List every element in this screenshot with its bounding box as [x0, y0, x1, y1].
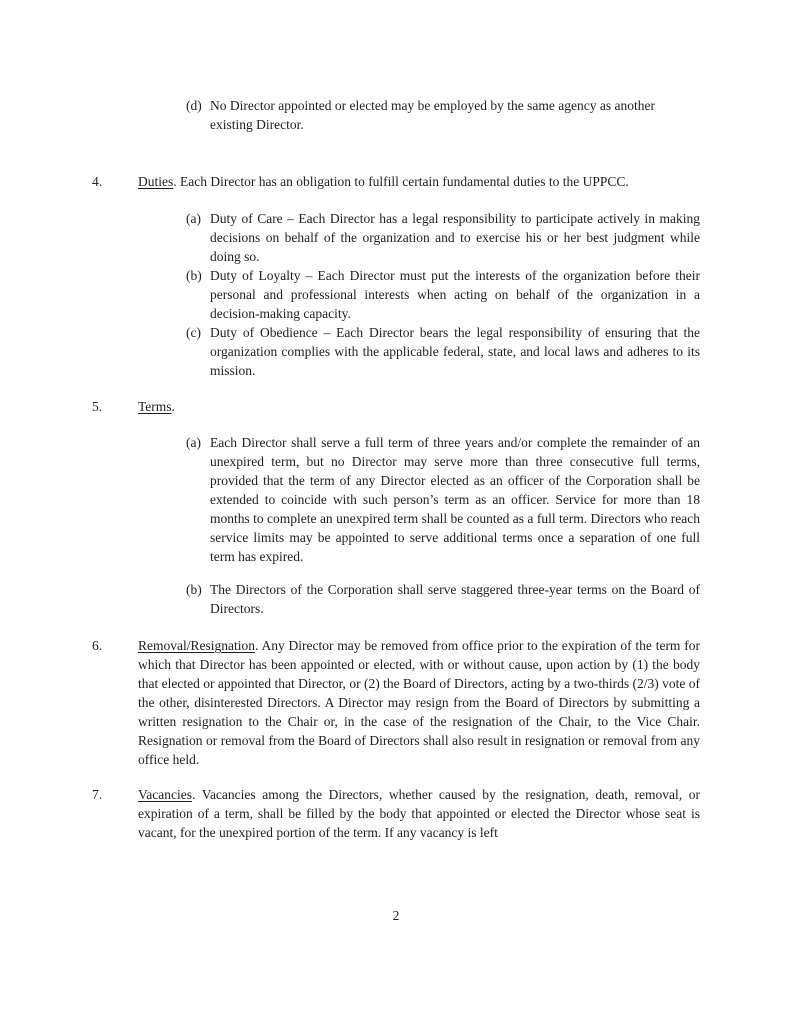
section-paragraph: [138, 636, 700, 769]
sub-item-marker: (d): [186, 98, 202, 113]
section-heading: Removal/Resignation: [138, 638, 255, 653]
sub-item-b: [186, 266, 700, 323]
sub-item-a: [186, 209, 700, 266]
section-number: 5.: [92, 399, 103, 414]
section-body-text: . Any Director may be removed from office prior to the expiration of the term for which that Director has been appointed or elected, with or without cause, upon action by (1) the body that elected or appointed that Director, or (2) the Board of Directors, acting by a two-thirds (2/3) vote of the other, disinterested Directors. A Director may resign from the Board of Directors by submitting a written resignation to the Chair or, in the case of the resignation of the Chair, to the Vice Chair. Resignation or removal from the Board of Directors shall also result in resignation or removal from any office held.: [138, 638, 700, 767]
section-7-vacancies: [92, 785, 700, 842]
section-content: [138, 785, 700, 842]
section-body-text: . Vacancies among the Directors, whether caused by the resignation, death, removal, or expiration of a term, shall be filled by the body that appointed or elected the Director whose seat is vacant, for the unexpired portion of the term. If any vacancy is left: [138, 787, 700, 840]
sub-item-c: [186, 323, 700, 380]
page-number: 2: [392, 908, 400, 923]
sub-item-list: [186, 433, 700, 618]
section-6-removal-resignation: [92, 636, 700, 769]
section-5-terms: [92, 397, 700, 618]
section-paragraph: [138, 785, 700, 842]
section-body-text: .: [171, 399, 175, 414]
sub-item-marker: (a): [186, 211, 201, 226]
sub-item-marker: (a): [186, 435, 201, 450]
sub-item-marker: (b): [186, 582, 202, 597]
section-content: [138, 636, 700, 769]
section-content: [138, 397, 700, 618]
section-number: 7.: [92, 787, 103, 802]
sub-item-marker: (c): [186, 325, 201, 340]
section-paragraph: [138, 172, 700, 191]
section-paragraph: [138, 397, 700, 416]
section-heading: Vacancies: [138, 787, 192, 802]
section-heading: Duties: [138, 174, 174, 189]
section-content: [138, 172, 700, 380]
section-body-text: . Each Director has an obligation to fulfill certain fundamental duties to the UPPCC.: [173, 174, 629, 189]
continuation-sub-item-d: [186, 96, 700, 134]
sub-item-text: The Directors of the Corporation shall serve staggered three-year terms on the Board of Directors.: [210, 582, 700, 616]
sub-item-b: [186, 580, 700, 618]
sub-item-a: [186, 433, 700, 566]
sub-item-list: [186, 209, 700, 380]
section-heading: Terms: [138, 399, 172, 414]
sub-item-text: Each Director shall serve a full term of three years and/or complete the remainder of an unexpired term, but no Director may serve more than three consecutive full terms, provided that the term of any Director elected as an officer of the Corporation shall be extended to coincide with such person’s term as an officer. Service for more than 18 months to complete an unexpired term shall be counted as a full term. Directors who reach service limits may be appointed to serve additional terms once a separation of one full term has expired.: [210, 435, 700, 564]
section-number: 6.: [92, 638, 103, 653]
sub-item-text: Duty of Care – Each Director has a legal responsibility to participate actively in making decisions on behalf of the organization and to exercise his or her best judgment while doing so.: [210, 211, 700, 264]
sub-item-text: No Director appointed or elected may be employed by the same agency as another existing Director.: [210, 98, 655, 132]
sub-item-text: Duty of Obedience – Each Director bears the legal responsibility of ensuring that the organization complies with the applicable federal, state, and local laws and adheres to its mission.: [210, 325, 700, 378]
sub-item-text: Duty of Loyalty – Each Director must put the interests of the organization before their personal and professional interests when acting on behalf of the organization in a decision-making capacity.: [210, 268, 700, 321]
sub-item-marker: (b): [186, 268, 202, 283]
section-number: 4.: [92, 174, 103, 189]
section-4-duties: [92, 172, 700, 380]
